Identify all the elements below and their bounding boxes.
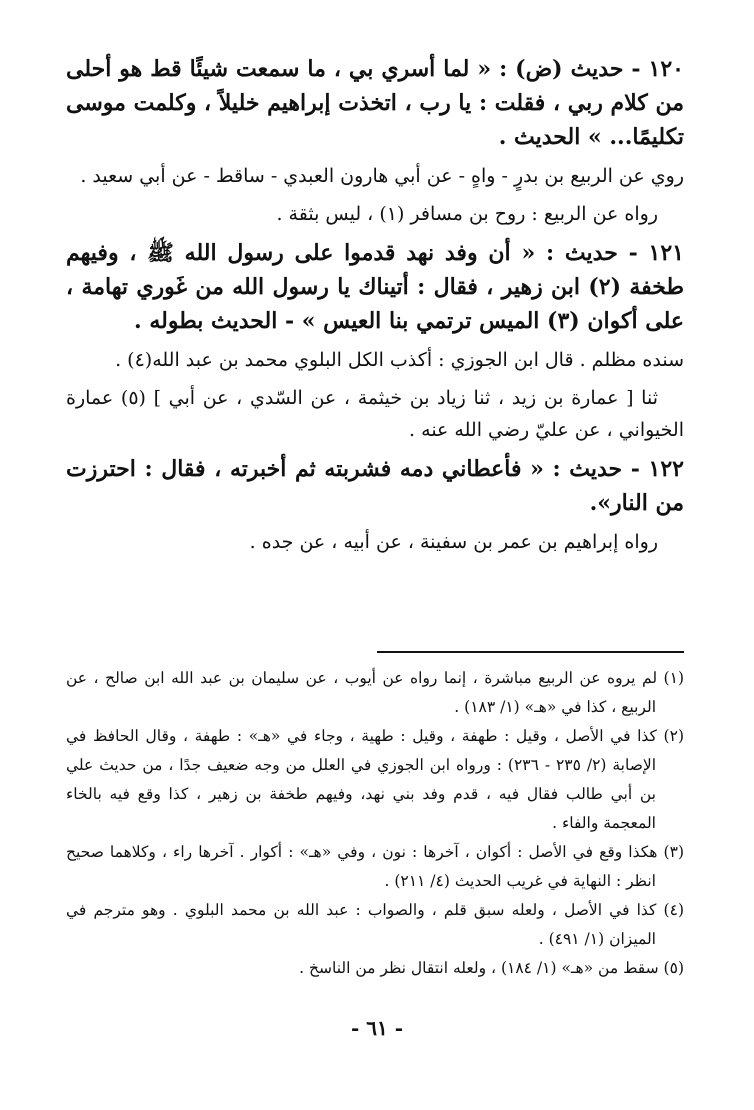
footnote-4: (٤) كذا في الأصل ، ولعله سبق قلم ، والصواب : عبد الله بن محمد البلوي . وهو مترجم في الميزان (١/ ٤٩١) . xyxy=(66,901,684,948)
footnote-separator xyxy=(377,651,684,653)
footnote-1: (١) لم يروه عن الربيع مباشرة ، إنما رواه عن أيوب ، عن سليمان بن عبد الله ابن صالح ، عن الربيع ، كذا في «هـ» (١/ ١٨٣) . xyxy=(66,669,684,716)
hadith-122: ١٢٢ - حديث : « فأعطاني دمه فشربته ثم أخبرته ، فقال : احترزت من النار». xyxy=(66,456,684,516)
hadith-120-narrator-note: رواه عن الربيع : روح بن مسافر (١) ، ليس بثقة . xyxy=(276,203,658,225)
main-text xyxy=(66,52,684,564)
hadith-121-isnad: ثنا [ عمارة بن زيد ، ثنا زياد بن خيثمة ، عن السّدي ، عن أبي ] (٥) عمارة الخيواني ، عن عليّ رضي الله عنه . xyxy=(66,387,684,441)
hadith-121-chain-note: سنده مظلم . قال ابن الجوزي : أكذب الكل البلوي محمد بن عبد الله(٤) . xyxy=(115,349,684,371)
footnote-5: (٥) سقط من «هـ» (١/ ١٨٤) ، ولعله انتقال نظر من الناسخ . xyxy=(299,959,684,977)
footnotes xyxy=(66,664,684,983)
footnote-2: (٢) كذا في الأصل ، وقيل : طهفة ، وقيل : طهية ، وجاء في «هـ» : طهفة ، وقال الحافظ في الإصابة (٢/ ٢٣٥ - ٢٣٦) : ورواه ابن الجوزي في العلل من وجه ضعيف جدًا ، من حديث علي بن أبي طالب فقال فيه ، قدم وفد بني نهد، وفيهم طخفة بن زهير ، كذا وقع فيه بالخاء المعجمة والفاء . xyxy=(66,727,684,832)
hadith-120-chain-note: روي عن الربيع بن بدرٍ - واهٍ - عن أبي هارون العبدي - ساقط - عن أبي سعيد . xyxy=(80,165,684,187)
page-number: - ٦١ - xyxy=(350,1016,403,1040)
hadith-120: ١٢٠ - حديث (ض) : « لما أسري بي ، ما سمعت شيئًا قط هو أحلى من كلام ربي ، فقلت : يا رب ، اتخذت إبراهيم خليلاً ، وكلمت موسى تكليمًا... » الحديث . xyxy=(66,56,684,150)
hadith-122-narrator-note: رواه إبراهيم بن عمر بن سفينة ، عن أبيه ، عن جده . xyxy=(249,531,658,553)
footnote-3: (٣) هكذا وقع في الأصل : أكوان ، آخرها : نون ، وفي «هـ» : أكوار . آخرها راء ، وكلاهما صحيح انظر : النهاية في غريب الحديث (٤/ ٢١١) . xyxy=(66,843,684,890)
hadith-121: ١٢١ - حديث : « أن وفد نهد قدموا على رسول الله ﷺ ، وفيهم طخفة (٢) ابن زهير ، فقال : أتيناك يا رسول الله من غَوري تهامة ، على أكوان (٣) الميس ترتمي بنا العيس » - الحديث بطوله . xyxy=(66,240,684,334)
